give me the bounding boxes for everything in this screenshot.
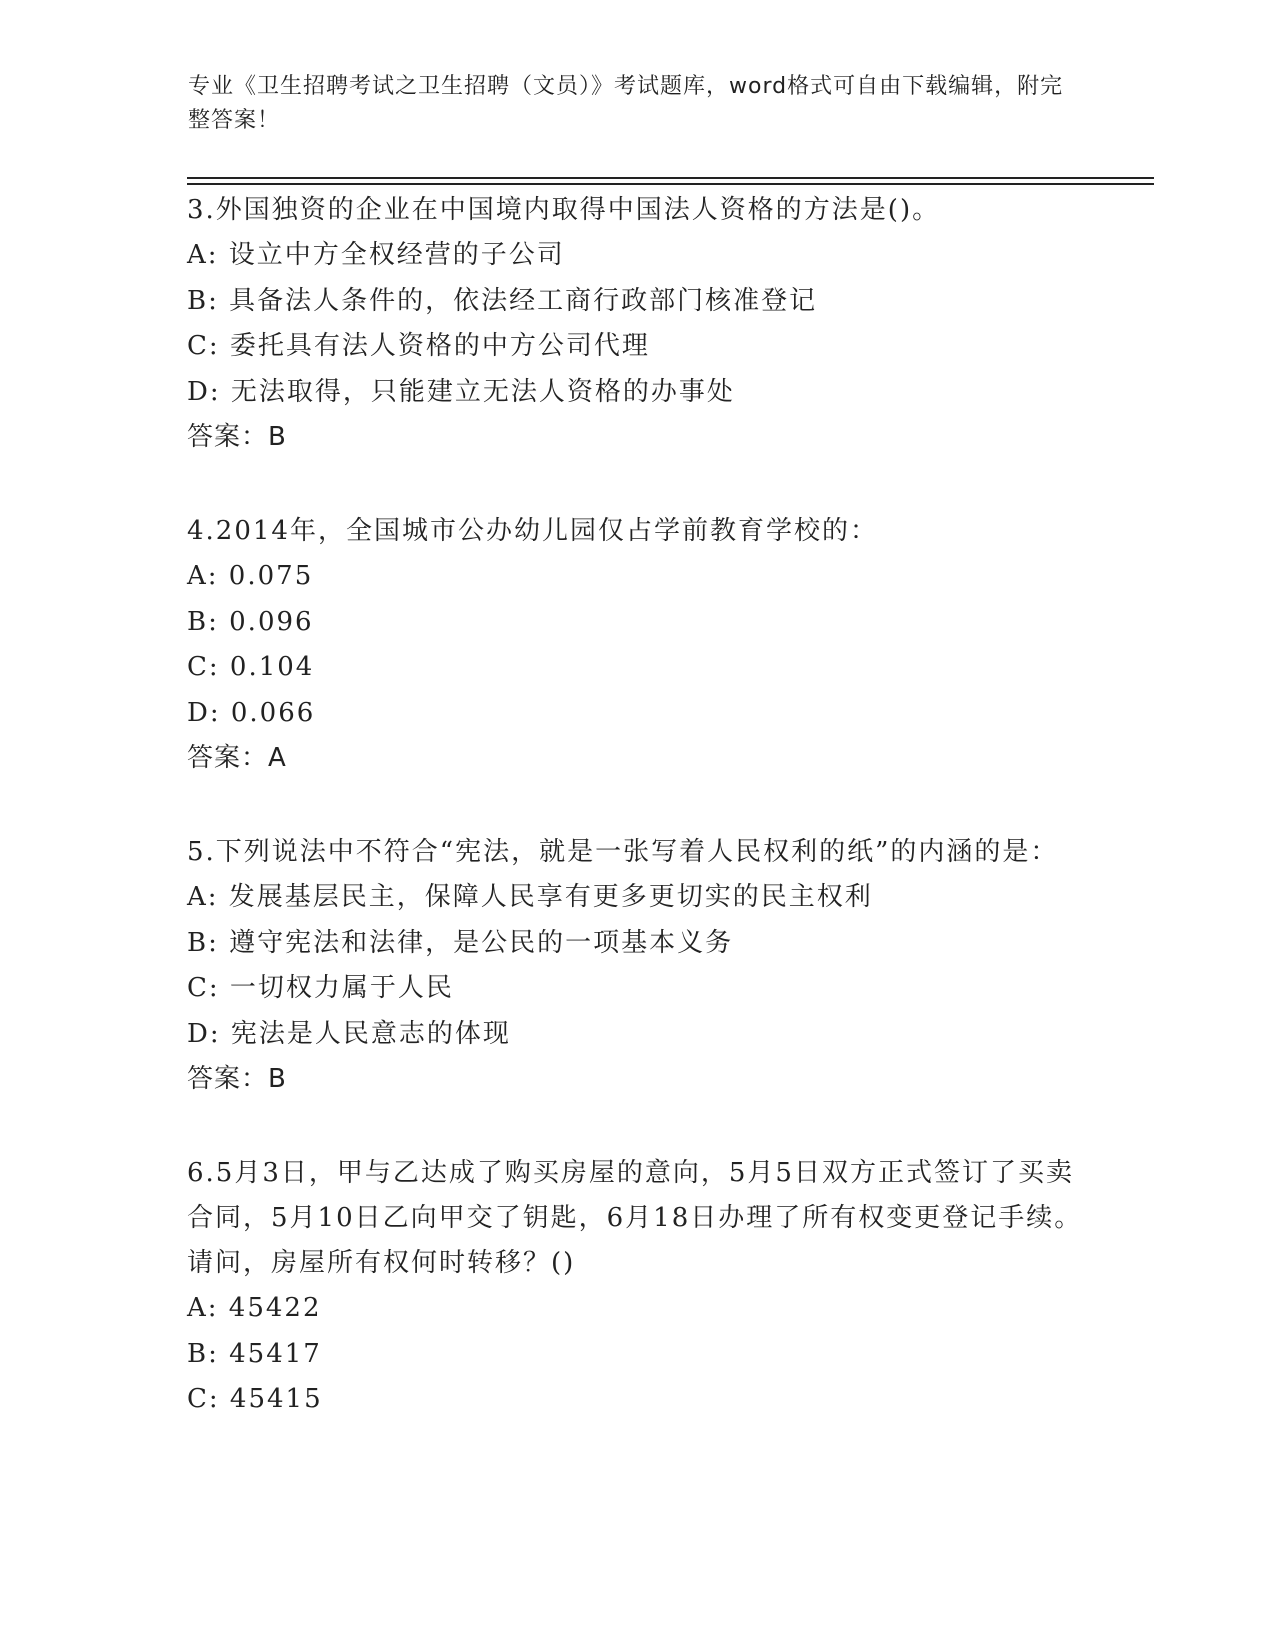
option-a: A: 发展基层民主，保障人民享有更多更切实的民主权利 xyxy=(187,882,873,912)
question-text: 4.2014年，全国城市公办幼儿园仅占学前教育学校的： xyxy=(187,516,878,546)
option-a: A: 0.075 xyxy=(187,561,314,591)
answer-line: 答案：B xyxy=(187,422,287,452)
option-b: B: 45417 xyxy=(187,1338,322,1369)
option-d: D: 无法取得，只能建立无法人资格的办事处 xyxy=(187,376,735,407)
question-3 xyxy=(187,188,1087,460)
question-list xyxy=(187,188,1087,1472)
option-c: C: 0.104 xyxy=(187,652,315,682)
question-6 xyxy=(187,1151,1087,1423)
document-header: 专业《卫生招聘考试之卫生招聘（文员）》考试题库，word格式可自由下载编辑，附完整答案！ xyxy=(188,74,1064,133)
option-b: B: 遵守宪法和法律，是公民的一项基本义务 xyxy=(187,927,734,958)
question-text: 3.外国独资的企业在中国境内取得中国法人资格的方法是()。 xyxy=(187,195,941,225)
header-divider-bottom xyxy=(187,183,1154,185)
option-a: A: 设立中方全权经营的子公司 xyxy=(187,240,565,270)
option-c: C: 一切权力属于人民 xyxy=(187,973,454,1003)
option-d: D: 宪法是人民意志的体现 xyxy=(187,1018,511,1049)
answer-line: 答案：B xyxy=(187,1064,287,1094)
option-c: C: 委托具有法人资格的中方公司代理 xyxy=(187,331,650,361)
option-b: B: 0.096 xyxy=(187,606,314,637)
option-a: A: 45422 xyxy=(187,1293,322,1323)
option-b: B: 具备法人条件的，依法经工商行政部门核准登记 xyxy=(187,285,818,316)
question-4 xyxy=(187,509,1087,781)
question-5 xyxy=(187,830,1087,1102)
header-divider-top xyxy=(187,177,1154,179)
question-text: 6.5月3日，甲与乙达成了购买房屋的意向，5月5日双方正式签订了买卖合同，5月10日乙向甲交了钥匙，6月18日办理了所有权变更登记手续。请问，房屋所有权何时转移？() xyxy=(187,1158,1083,1278)
answer-line: 答案：A xyxy=(187,743,287,773)
option-c: C: 45415 xyxy=(187,1384,323,1414)
option-d: D: 0.066 xyxy=(187,697,316,728)
question-text: 5.下列说法中不符合“宪法，就是一张写着人民权利的纸”的内涵的是： xyxy=(187,837,1059,867)
